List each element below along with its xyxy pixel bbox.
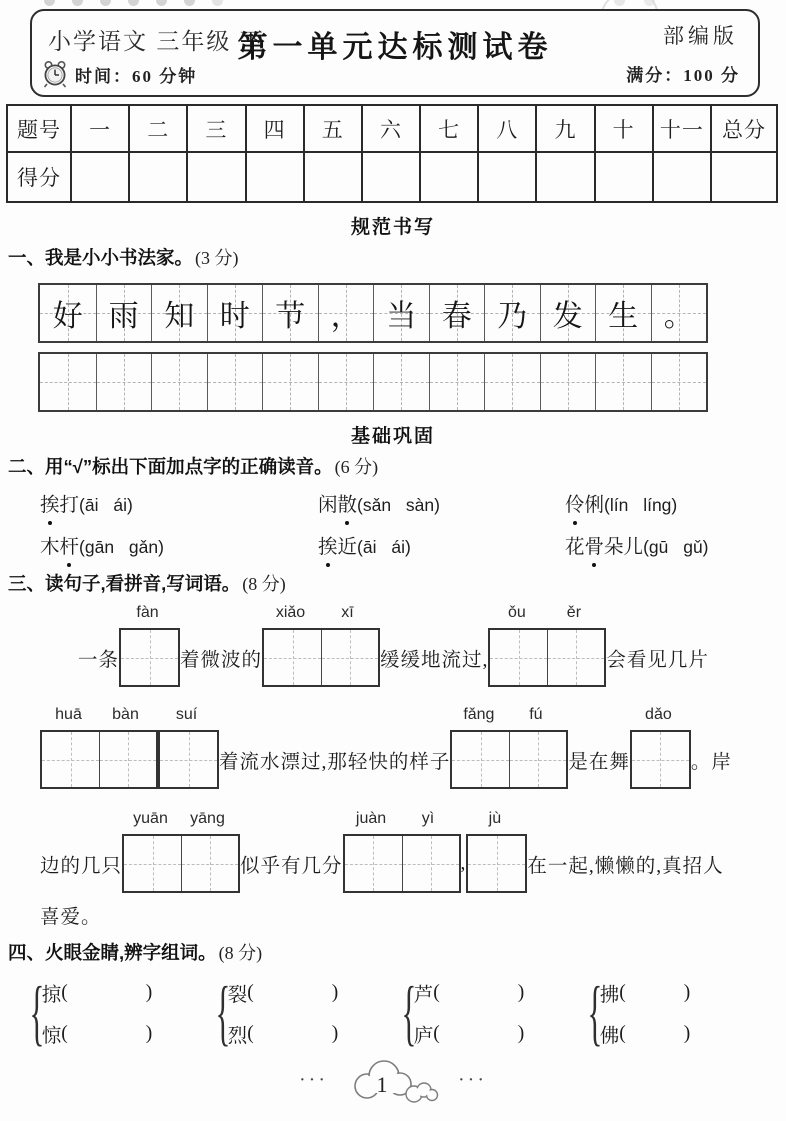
q4-compose-row	[228, 972, 339, 1013]
q4-groups	[29, 971, 786, 1055]
q3-sentence-text: 是在舞	[568, 751, 630, 773]
score-table-column: 十一	[653, 105, 711, 152]
left-brace-glyph: {	[587, 972, 603, 1054]
q4-compose-row	[600, 1013, 691, 1054]
q3-write-box	[450, 730, 568, 789]
q3-write-box-group	[119, 604, 180, 687]
q3-stem	[8, 570, 786, 596]
q3-write-cell	[509, 732, 566, 787]
q3-pinyin-label: suí	[175, 706, 198, 723]
alarm-clock-icon	[42, 60, 68, 88]
deco-dot	[100, 0, 111, 6]
q2-options-row	[40, 531, 786, 565]
q4-pair-column	[228, 972, 339, 1054]
score-table-corner: 题号	[7, 105, 71, 152]
q2-character: 打	[59, 495, 80, 516]
q2-word-item	[40, 489, 318, 517]
grid-cell-character: ，	[330, 300, 361, 333]
q3-pinyin-label: bàn	[112, 706, 139, 723]
q3-score: (8 分)	[242, 574, 286, 594]
grid-cell	[429, 285, 485, 341]
q3-pinyin-row	[343, 810, 461, 834]
score-table-column: 九	[536, 105, 594, 152]
close-paren: )	[331, 981, 339, 1003]
grid-cell	[318, 285, 374, 341]
q3-write-box	[40, 730, 158, 789]
q3-write-cell	[345, 836, 402, 891]
q4-character: 掠	[41, 984, 62, 1006]
q3-write-cell	[402, 836, 459, 891]
open-paren: (	[61, 1022, 68, 1044]
q2-stem	[8, 453, 786, 479]
q3-pinyin-row	[158, 706, 219, 730]
q4-character: 拂	[599, 984, 620, 1006]
page-cloud-icon	[334, 1059, 452, 1107]
q3-line	[40, 706, 786, 789]
grid-cell	[40, 285, 96, 341]
grid-cell-character: 节	[275, 300, 306, 333]
q3-write-cell	[468, 836, 525, 891]
grid-cell-empty	[373, 354, 429, 410]
q3-sentence-text: 缓缓地流过,	[380, 649, 489, 671]
grid-cell-character: 时	[219, 300, 250, 333]
q3-write-cell	[121, 630, 178, 685]
score-input-cell	[187, 152, 245, 202]
calligraphy-grid-blank	[38, 352, 708, 412]
score-table-column: 三	[187, 105, 245, 152]
score-table-row-label: 得分	[7, 152, 71, 202]
q2-character: 花	[565, 537, 585, 558]
score-table-column: 七	[420, 105, 478, 152]
q3-pinyin-label: yuān	[133, 810, 168, 827]
left-brace-glyph: {	[29, 972, 45, 1054]
q3-write-cell	[547, 630, 604, 685]
grid-cell-character: 。	[663, 300, 694, 333]
score-table-column: 六	[362, 105, 420, 152]
q3-pinyin-row	[466, 810, 527, 834]
score-input-cell	[129, 152, 187, 202]
q3-write-box	[466, 834, 527, 893]
q4-stem	[8, 939, 786, 965]
score-table-score-row	[7, 152, 777, 202]
open-paren: (	[619, 1022, 626, 1044]
grid-cell-character: 当	[386, 300, 417, 333]
q4-character-pair	[401, 971, 592, 1055]
q2-word-item	[318, 531, 565, 559]
q2-word-item	[40, 531, 318, 559]
q2-word-item	[565, 489, 677, 517]
q3-pinyin-label: yì	[421, 810, 435, 827]
header-box	[30, 9, 760, 97]
q4-pair-column	[414, 972, 525, 1054]
time-limit	[42, 60, 197, 88]
q3-write-cell	[490, 630, 547, 685]
q1-stem-text: 一、我是小小书法家。	[8, 247, 194, 268]
open-paren: (	[247, 1022, 254, 1044]
close-paren: )	[517, 981, 525, 1003]
q3-pinyin-label: ěr	[566, 604, 582, 621]
q3-pinyin-label: huā	[55, 706, 82, 723]
q3-pinyin-label: yāng	[190, 810, 225, 827]
q3-pinyin-label: fàn	[136, 604, 159, 621]
time-limit-label: 时间：60 分钟	[75, 66, 198, 86]
score-input-cell	[711, 152, 777, 202]
q3-line	[40, 810, 786, 893]
score-table	[6, 104, 778, 203]
grid-cell-empty	[651, 354, 707, 410]
grid-cell-empty	[595, 354, 651, 410]
q3-tail-text: 喜爱。	[40, 907, 102, 928]
q2-options-row	[40, 489, 786, 523]
grid-cell-character: 乃	[497, 300, 528, 333]
q3-pinyin-label: jù	[488, 810, 502, 827]
grid-cell-character: 知	[164, 300, 195, 333]
open-paren: (	[433, 1022, 440, 1044]
grid-cell	[207, 285, 263, 341]
grid-cell-character: 发	[552, 300, 583, 333]
grid-cell	[262, 285, 318, 341]
q3-pinyin-row	[630, 706, 691, 730]
close-paren: )	[683, 981, 691, 1003]
q3-write-box	[119, 628, 180, 687]
q3-write-cell	[124, 836, 181, 891]
q2-character: 近	[337, 537, 358, 558]
svg-text:1: 1	[376, 1072, 388, 1097]
score-input-cell	[653, 152, 711, 202]
q3-write-box-group	[343, 810, 461, 893]
q3-pinyin-label: xī	[341, 604, 354, 621]
deco-dot	[44, 0, 55, 6]
q4-character-pair	[587, 971, 752, 1055]
score-table-column: 总分	[711, 105, 777, 152]
full-score-label: 满分：100 分	[626, 66, 740, 85]
q3-pinyin-label: fú	[529, 706, 543, 723]
course-label: 小学语文 三年级 下	[48, 28, 265, 54]
q3-write-box-group	[488, 604, 606, 687]
score-input-cell	[362, 152, 420, 202]
q3-sentence-text: 会看见几片	[606, 649, 709, 671]
open-paren: (	[619, 981, 626, 1003]
q3-write-cell	[632, 732, 689, 787]
q3-pinyin-label: fǎng	[463, 706, 495, 723]
close-paren: )	[331, 1022, 339, 1044]
close-paren: )	[683, 1022, 691, 1044]
q3-write-box-group	[450, 706, 568, 789]
grid-cell-character: 春	[441, 300, 472, 333]
grid-cell-character: 生	[608, 300, 639, 333]
score-input-cell	[71, 152, 129, 202]
q3-pinyin-row	[122, 810, 240, 834]
grid-cell-empty	[207, 354, 263, 410]
q3-sentence-text: 边的几只	[40, 855, 123, 877]
deco-dot	[128, 0, 139, 6]
score-input-cell	[478, 152, 536, 202]
footer-dots-left: ···	[299, 1068, 328, 1091]
q3-pinyin-row	[119, 604, 180, 628]
q4-character-pair	[215, 971, 406, 1055]
q3-write-box-group	[158, 706, 219, 789]
q4-pair-column	[600, 972, 691, 1054]
deco-dot	[72, 0, 83, 6]
q2-character-dotted: 挨	[318, 531, 338, 559]
grid-cell-empty	[484, 354, 540, 410]
q3-write-box	[262, 628, 380, 687]
q3-write-cell	[181, 836, 238, 891]
q3-write-cell	[42, 732, 99, 787]
left-brace-glyph: {	[215, 972, 231, 1054]
q2-pinyin-options: (sǎn sàn)	[357, 495, 440, 515]
score-table-column: 八	[478, 105, 536, 152]
q4-character: 庐	[413, 1025, 434, 1047]
q3-write-box	[343, 834, 461, 893]
q3-sentence-text: ,	[460, 852, 467, 874]
grid-cell	[651, 285, 707, 341]
deco-dot	[156, 0, 167, 6]
q2-pinyin-options: (gān gǎn)	[79, 537, 164, 557]
grid-cell-character: 雨	[108, 300, 139, 333]
paper-title: 第一单元达标测试卷	[237, 31, 553, 64]
q2-character-dotted: 挨	[40, 489, 60, 517]
grid-cell	[595, 285, 651, 341]
score-table-column: 五	[304, 105, 362, 152]
q3-write-cell	[321, 630, 378, 685]
q2-character: 木	[40, 537, 60, 558]
q3-write-box	[630, 730, 691, 789]
score-table-header-row	[7, 105, 777, 152]
grid-cell	[151, 285, 207, 341]
q3-pinyin-label: xiǎo	[275, 604, 306, 621]
q3-write-box	[122, 834, 240, 893]
q2-character-dotted: 杆	[60, 531, 80, 559]
close-paren: )	[145, 981, 153, 1003]
q2-stem-text: 二、用“√”标出下面加点字的正确读音。	[8, 456, 333, 477]
q3-sentence-text: 。岸	[690, 751, 732, 773]
q3-write-box-group	[630, 706, 691, 789]
grid-cell-empty	[40, 354, 96, 410]
q3-pinyin-row	[40, 706, 158, 730]
q4-compose-row	[414, 1013, 525, 1054]
edition-label: 部编版	[663, 24, 738, 48]
q3-write-cell	[160, 732, 217, 787]
q2-pinyin-options: (lín líng)	[604, 495, 678, 515]
q3-sentence-text: 在一起,懒懒的,真招人	[527, 855, 724, 877]
calligraphy-grid-model	[38, 283, 708, 343]
q4-character: 裂	[227, 984, 248, 1006]
score-input-cell	[246, 152, 304, 202]
q2-pinyin-options: (āi ái)	[79, 495, 133, 515]
score-table-column: 二	[129, 105, 187, 152]
q4-stem-text: 四、火眼金睛,辨字组词。	[8, 942, 217, 963]
q2-word-item	[565, 531, 709, 559]
grid-cell-empty	[318, 354, 374, 410]
q4-character: 佛	[599, 1025, 620, 1047]
q4-character: 芦	[413, 984, 434, 1006]
grid-cell-empty	[262, 354, 318, 410]
page-footer	[0, 1059, 786, 1107]
score-input-cell	[536, 152, 594, 202]
q3-write-cell	[99, 732, 156, 787]
q4-compose-row	[228, 1013, 339, 1054]
close-paren: )	[145, 1022, 153, 1044]
q3-write-box-group	[466, 810, 527, 893]
q3-write-cell	[264, 630, 321, 685]
score-table-column: 一	[71, 105, 129, 152]
q3-body	[0, 604, 786, 893]
deco-dot	[184, 0, 195, 6]
q3-write-cell	[452, 732, 509, 787]
grid-cell-empty	[151, 354, 207, 410]
q4-pair-column	[42, 972, 153, 1054]
q4-compose-row	[42, 1013, 153, 1054]
q3-write-box	[158, 730, 219, 789]
grid-cell-empty	[429, 354, 485, 410]
q3-pinyin-label: juàn	[355, 810, 387, 827]
score-input-cell	[420, 152, 478, 202]
score-input-cell	[595, 152, 653, 202]
grid-cell	[373, 285, 429, 341]
q3-write-box	[488, 628, 606, 687]
footer-dots-right: ···	[458, 1068, 487, 1091]
q3-write-box-group	[40, 706, 158, 789]
q2-character: 闲	[318, 495, 338, 516]
q3-sentence-text: 似乎有几分	[240, 855, 343, 877]
q3-sentence-text: 一条	[78, 649, 120, 671]
q3-pinyin-row	[488, 604, 606, 628]
q3-sentence-text: 着流水漂过,那轻快的样子	[219, 751, 451, 773]
grid-cell-character: 好	[52, 300, 83, 333]
grid-cell	[540, 285, 596, 341]
grid-cell-empty	[96, 354, 152, 410]
score-table-column: 十	[595, 105, 653, 152]
q2-character: 儿	[623, 537, 644, 558]
q4-character: 烈	[227, 1025, 248, 1047]
q2-pinyin-options: (āi ái)	[357, 537, 411, 557]
q3-line	[78, 604, 786, 687]
q3-pinyin-label: ǒu	[508, 604, 526, 621]
grid-cell	[96, 285, 152, 341]
open-paren: (	[61, 981, 68, 1003]
grid-cell-empty	[540, 354, 596, 410]
deco-dot	[212, 0, 223, 6]
q2-character-dotted: 骨	[585, 531, 605, 559]
q2-pinyin-options: (gū gǔ)	[643, 537, 709, 557]
q4-compose-row	[414, 972, 525, 1013]
q2-word-item	[318, 489, 565, 517]
q2-character: 朵	[604, 537, 624, 558]
q3-sentence-text: 着微波的	[180, 649, 263, 671]
q4-character-pair	[29, 971, 220, 1055]
open-paren: (	[433, 981, 440, 1003]
left-brace-glyph: {	[401, 972, 417, 1054]
q2-character-dotted: 散	[338, 489, 358, 517]
q2-character-dotted: 伶	[565, 489, 585, 517]
score-input-cell	[304, 152, 362, 202]
close-paren: )	[517, 1022, 525, 1044]
q4-compose-row	[600, 972, 691, 1013]
q3-stem-text: 三、读句子,看拼音,写词语。	[8, 573, 241, 594]
open-paren: (	[247, 981, 254, 1003]
q4-score: (8 分)	[218, 943, 263, 963]
q3-pinyin-row	[262, 604, 380, 628]
q2-character: 俐	[584, 495, 605, 516]
section-heading-writing: 规范书写	[350, 217, 435, 238]
section-heading-basic: 基础巩固	[350, 426, 435, 447]
q2-score: (6 分)	[334, 457, 379, 477]
q3-pinyin-label: dǎo	[645, 706, 672, 723]
q3-write-box-group	[262, 604, 380, 687]
grid-cell	[484, 285, 540, 341]
q4-character: 惊	[41, 1025, 62, 1047]
q3-pinyin-row	[450, 706, 568, 730]
score-table-column: 四	[246, 105, 304, 152]
q1-stem	[8, 244, 786, 270]
q4-compose-row	[42, 972, 153, 1013]
q3-write-box-group	[122, 810, 240, 893]
q1-score: (3 分)	[195, 248, 239, 268]
